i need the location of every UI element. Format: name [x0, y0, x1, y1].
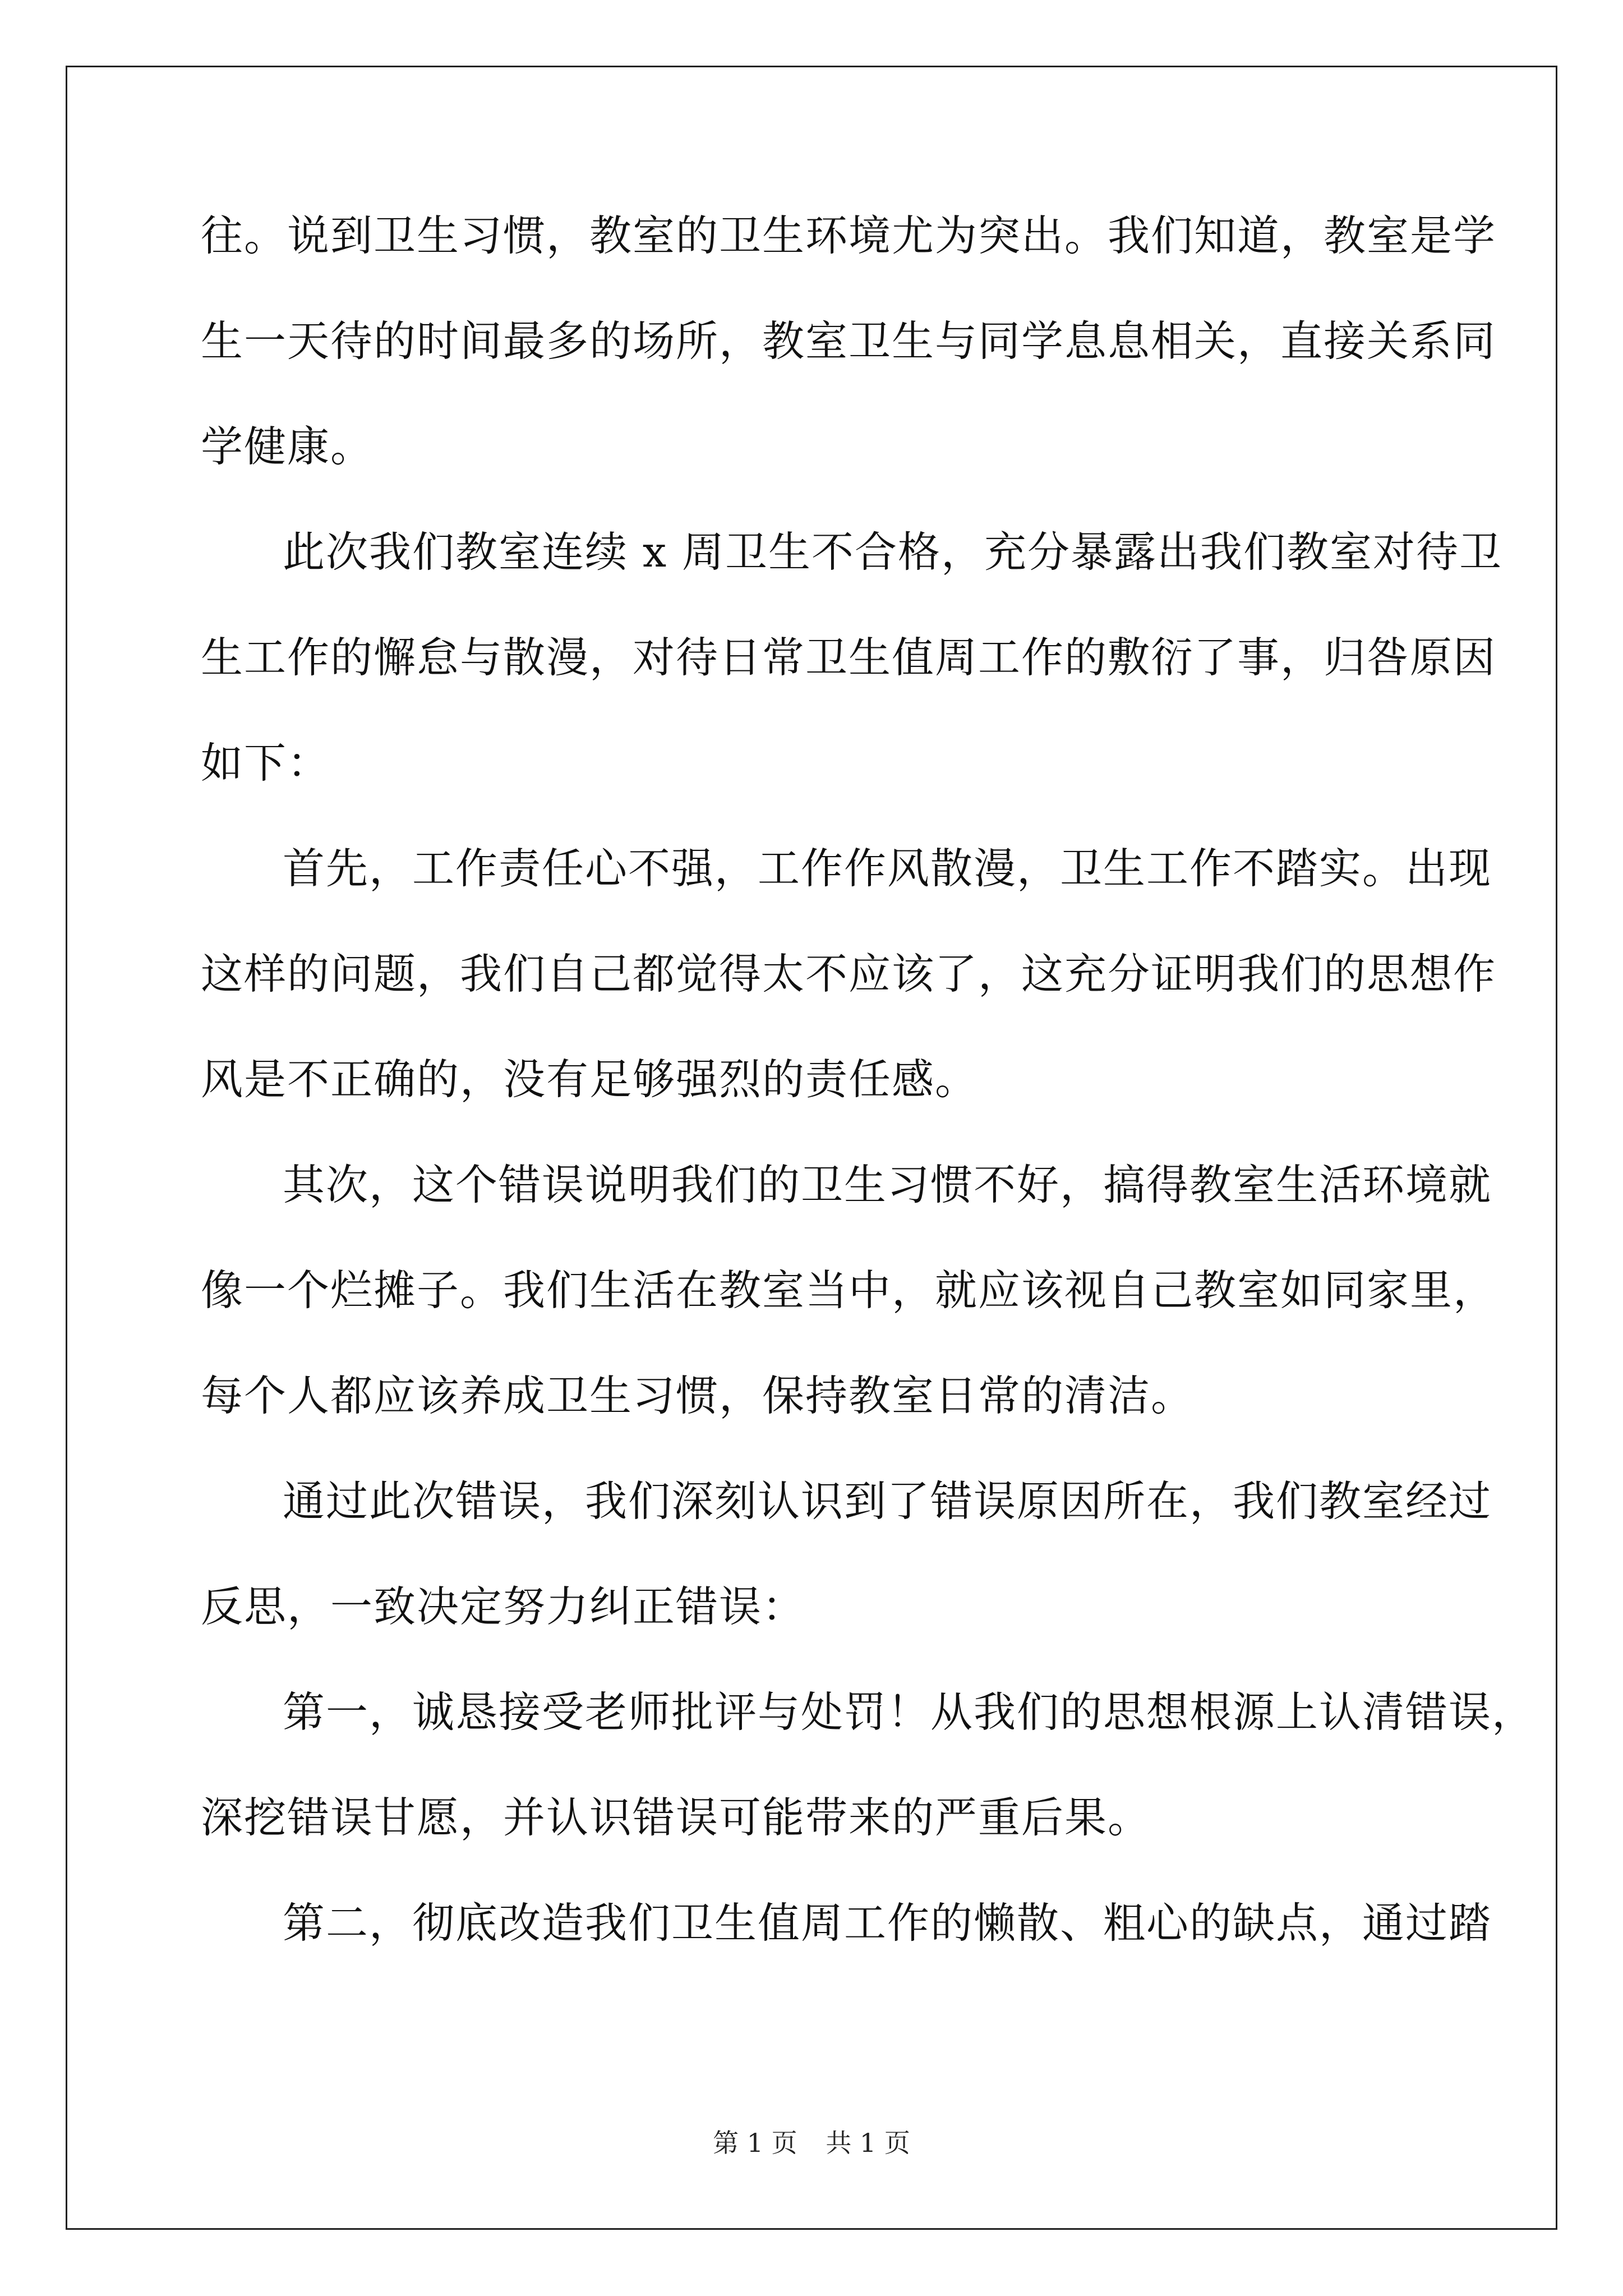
paragraph-start-line: 首先，工作责任心不强，工作作风散漫，卫生工作不踏实。出现: [283, 844, 1492, 893]
page-footer: [0, 2126, 1623, 2160]
text-line: 像一个烂摊子。我们生活在教室当中，就应该视自己教室如同家里，: [201, 1266, 1497, 1315]
page-number: 第 1 页: [713, 2128, 797, 2158]
text-line: 生工作的懈怠与散漫，对待日常卫生值周工作的敷衍了事，归咎原因: [201, 633, 1497, 682]
text-line: 往。说到卫生习惯，教室的卫生环境尤为突出。我们知道，教室是学: [201, 211, 1497, 260]
paragraph-start-line: 第一，诚恳接受老师批评与处罚！从我们的思想根源上认清错误，: [283, 1687, 1536, 1737]
text-line: 生一天待的时间最多的场所，教室卫生与同学息息相关，直接关系同: [201, 316, 1497, 366]
text-line: 如下：: [201, 738, 331, 788]
text-line: 学健康。: [201, 422, 374, 471]
page-total: 共 1 页: [826, 2128, 910, 2158]
text-line: 每个人都应该养成卫生习惯，保持教室日常的清洁。: [201, 1371, 1195, 1420]
paragraph-start-line: 其次，这个错误说明我们的卫生习惯不好，搞得教室生活环境就: [283, 1160, 1492, 1209]
text-line: 深挖错误甘愿，并认识错误可能带来的严重后果。: [201, 1793, 1151, 1842]
text-line: 风是不正确的，没有足够强烈的责任感。: [201, 1055, 979, 1104]
paragraph-start-line: 通过此次错误，我们深刻认识到了错误原因所在，我们教室经过: [283, 1476, 1492, 1526]
text-line: 反思，一致决定努力纠正错误：: [201, 1582, 806, 1631]
text-line: 这样的问题，我们自己都觉得太不应该了，这充分证明我们的思想作: [201, 949, 1497, 999]
paragraph-start-line: 此次我们教室连续 x 周卫生不合格，充分暴露出我们教室对待卫: [283, 527, 1502, 577]
paragraph-start-line: 第二，彻底改造我们卫生值周工作的懒散、粗心的缺点，通过踏: [283, 1898, 1492, 1948]
